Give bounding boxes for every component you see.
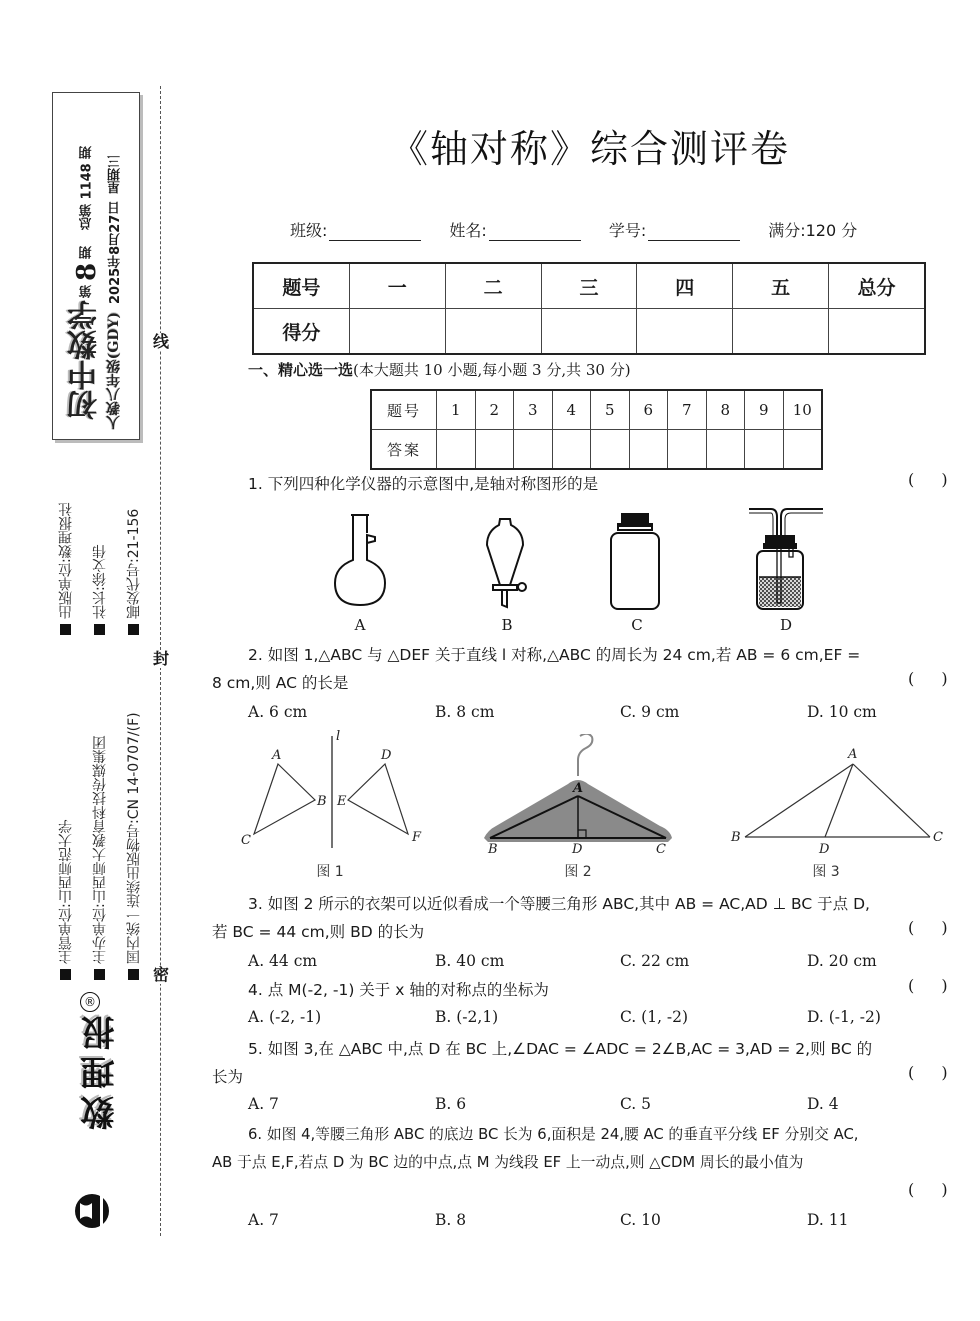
option-c[interactable]: C. 10 <box>620 1211 661 1229</box>
point-c: C <box>241 833 251 848</box>
bullet-square-icon <box>61 969 72 980</box>
point-c: C <box>656 842 666 857</box>
question-2-line-2: 8 cm,则 AC 的长是 <box>212 674 349 692</box>
answer-paren[interactable]: ( ) <box>908 1180 948 1199</box>
score-cell[interactable] <box>445 309 541 355</box>
score-header-cell: 四 <box>637 263 733 309</box>
registered-mark: ® <box>80 992 100 1012</box>
issue-suffix: 期 <box>79 245 95 259</box>
score-header-cell: 三 <box>541 263 637 309</box>
answer-row-label: 答案 <box>371 430 437 470</box>
score-header-cell: 二 <box>445 263 541 309</box>
issue-prefix: 第 <box>79 285 95 298</box>
funnel-b-icon <box>487 519 526 607</box>
score-cell[interactable] <box>541 309 637 355</box>
answer-paren[interactable]: ( ) <box>908 669 948 688</box>
bullet-square-icon <box>95 969 106 980</box>
answer-paren[interactable]: ( ) <box>908 976 948 995</box>
answer-table <box>370 389 823 470</box>
option-d-label: D <box>779 616 793 634</box>
score-header-cell: 题号 <box>253 263 349 309</box>
total-issue: 总第 1148 期 <box>79 145 95 230</box>
issue-date: 2025年8月27日 <box>108 201 123 304</box>
question-number-cell: 6 <box>629 390 668 430</box>
class-field[interactable] <box>290 218 421 241</box>
figure-1 <box>230 728 450 858</box>
publisher-info-postal <box>124 455 144 635</box>
score-cell[interactable] <box>733 309 829 355</box>
bullet-square-icon <box>129 624 140 635</box>
option-c[interactable]: C. 9 cm <box>620 703 680 721</box>
score-table-score-row <box>253 309 925 355</box>
score-cell[interactable] <box>637 309 733 355</box>
issue-number: 8 <box>72 262 102 281</box>
answer-cell[interactable] <box>514 430 553 470</box>
option-b[interactable]: B. (-2,1) <box>435 1008 499 1026</box>
option-c[interactable]: C. 5 <box>620 1095 652 1113</box>
answer-cell[interactable] <box>475 430 514 470</box>
score-cell[interactable] <box>349 309 445 355</box>
score-header-cell: 五 <box>733 263 829 309</box>
flask-a-icon <box>335 515 385 605</box>
publisher-info-text: 出版单位:数理报社 <box>58 502 74 619</box>
publisher-info-text: 邮发代号:21-156 <box>126 508 142 619</box>
answer-paren[interactable]: ( ) <box>908 1063 948 1082</box>
option-d[interactable]: D. 20 cm <box>807 952 877 970</box>
option-b-label: B <box>501 616 513 634</box>
bullet-square-icon <box>129 969 140 980</box>
question-number-cell: 4 <box>552 390 591 430</box>
option-d[interactable]: D. 11 <box>807 1211 849 1229</box>
point-e: E <box>337 794 347 809</box>
option-c[interactable]: C. 22 cm <box>620 952 690 970</box>
cut-label-seal: 封 <box>152 649 169 668</box>
class-label: 班级: <box>290 221 328 240</box>
score-table <box>252 262 926 355</box>
question-3-line-2: 若 BC = 44 cm,则 BD 的长为 <box>212 923 425 941</box>
score-table-header-row <box>253 263 925 309</box>
option-a[interactable]: A. 6 cm <box>248 703 308 721</box>
point-b: B <box>731 830 741 845</box>
question-6-line-2: AB 于点 E,F,若点 D 为 BC 边的中点,点 M 为线段 EF 上一动点,则 △CDM 周长的最小值为 <box>212 1154 804 1171</box>
score-header-cell: 总分 <box>829 263 925 309</box>
figure-2-caption: 图 2 <box>564 864 592 880</box>
point-a: A <box>848 747 858 762</box>
answer-cell[interactable] <box>706 430 745 470</box>
lab-apparatus-figures <box>325 505 845 615</box>
question-number-cell: 1 <box>437 390 476 430</box>
option-a[interactable]: A. 44 cm <box>248 952 318 970</box>
exam-title: 《轴对称》综合测评卷 <box>389 127 790 171</box>
option-a[interactable]: A. 7 <box>248 1095 279 1113</box>
option-c-label: C <box>631 616 643 634</box>
question-number-cell: 3 <box>514 390 553 430</box>
question-5-line-2: 长为 <box>212 1068 244 1086</box>
question-6-line-1: 6. 如图 4,等腰三角形 ABC 的底边 BC 长为 6,面积是 24,腰 AC 的垂直平分线 EF 分别交 AC, <box>248 1126 859 1143</box>
answer-cell[interactable] <box>591 430 630 470</box>
publisher-info-text: 国内统一连续出版物号:CN 14-0707/(F) <box>126 712 142 964</box>
full-score-text: 满分:120 分 <box>768 221 858 240</box>
publisher-info-supervisor <box>56 745 76 980</box>
publisher-info-sponsor <box>90 660 110 980</box>
student-id-label: 学号: <box>608 221 647 240</box>
option-d[interactable]: D. 10 cm <box>807 703 877 721</box>
answer-cell[interactable] <box>552 430 591 470</box>
publisher-info-text: 社长:徐文伟 <box>92 544 108 619</box>
full-score <box>768 218 857 241</box>
answer-table-answer-row <box>371 430 822 470</box>
figure-3-caption: 图 3 <box>812 864 840 880</box>
answer-header-label: 题号 <box>371 390 437 430</box>
answer-cell[interactable] <box>437 430 476 470</box>
question-2-line-1: 2. 如图 1,△ABC 与 △DEF 关于直线 l 对称,△ABC 的周长为 24 cm,若 AB = 6 cm,EF = <box>248 646 861 664</box>
publisher-info-text: 主办单位:山西师大教育科技传媒集团 <box>92 735 108 964</box>
section-1-note: (本大题共 10 小题,每小题 3 分,共 30 分) <box>353 361 631 379</box>
option-d[interactable]: D. 4 <box>807 1095 839 1113</box>
cut-label-line: 线 <box>152 332 169 351</box>
publisher-info-text: 主管单位:山西师范大学 <box>58 819 74 964</box>
answer-paren[interactable]: ( ) <box>908 918 948 937</box>
point-d: D <box>381 748 392 763</box>
masthead-date-line <box>106 98 125 304</box>
cut-label-secret: 密 <box>152 965 169 984</box>
triangle-abc <box>254 764 315 834</box>
publisher-logo <box>56 990 126 1230</box>
question-3-line-1: 3. 如图 2 所示的衣架可以近似看成一个等腰三角形 ABC,其中 AB = AC,AD ⊥ BC 于点 D, <box>248 895 870 913</box>
masthead-edition: 人教八年级(GDY) <box>106 312 122 430</box>
option-a[interactable]: A. 7 <box>248 1211 279 1229</box>
name-label: 姓名: <box>449 221 487 240</box>
masthead-issue-line <box>72 98 102 298</box>
score-row-label: 得分 <box>253 309 349 355</box>
option-b[interactable]: B. 8 cm <box>435 703 495 721</box>
issue-weekday: 星期三 <box>108 154 123 194</box>
point-a: A <box>272 748 282 763</box>
name-blank[interactable] <box>489 224 581 241</box>
point-b: B <box>317 794 327 809</box>
answer-cell[interactable] <box>629 430 668 470</box>
bottle-c-icon <box>611 513 659 609</box>
answer-cell[interactable] <box>668 430 707 470</box>
option-c[interactable]: C. (1, -2) <box>620 1008 689 1026</box>
question-1-text: 1. 下列四种化学仪器的示意图中,是轴对称图形的是 <box>248 475 599 493</box>
point-a: A <box>573 781 584 796</box>
option-b[interactable]: B. 40 cm <box>435 952 505 970</box>
point-d: D <box>819 842 830 857</box>
wash-bottle-d-icon <box>749 509 823 609</box>
point-d: D <box>572 842 583 857</box>
question-number-cell: 9 <box>745 390 784 430</box>
figure-3 <box>725 742 955 857</box>
class-blank[interactable] <box>329 224 421 241</box>
answer-cell[interactable] <box>745 430 784 470</box>
point-b: B <box>488 842 498 857</box>
option-b[interactable]: B. 6 <box>435 1095 467 1113</box>
hanger-hook-icon <box>578 734 592 776</box>
bullet-square-icon <box>61 624 72 635</box>
student-id-field[interactable] <box>609 218 740 241</box>
bullet-square-icon <box>95 624 106 635</box>
answer-cell[interactable] <box>783 430 822 470</box>
answer-paren[interactable]: ( ) <box>908 470 948 489</box>
score-cell[interactable] <box>829 309 925 355</box>
option-d[interactable]: D. (-1, -2) <box>807 1008 881 1026</box>
question-number-cell: 2 <box>475 390 514 430</box>
answer-table-number-row <box>371 390 822 430</box>
question-5-line-1: 5. 如图 3,在 △ABC 中,点 D 在 BC 上,∠DAC = ∠ADC = 2∠B,AC = 3,AD = 2,则 BC 的 <box>248 1040 873 1058</box>
option-a-label: A <box>354 616 366 634</box>
masthead-title: 初中数学 <box>68 300 103 420</box>
question-number-cell: 8 <box>706 390 745 430</box>
publisher-info-publisher <box>56 455 76 635</box>
student-id-blank[interactable] <box>648 224 740 241</box>
figure-1-caption: 图 1 <box>316 864 344 880</box>
question-number-cell: 10 <box>783 390 822 430</box>
section-1-heading <box>248 359 631 380</box>
point-f: F <box>412 830 422 845</box>
point-c: C <box>933 830 943 845</box>
publisher-info-cn <box>124 655 144 980</box>
question-number-cell: 5 <box>591 390 630 430</box>
name-field[interactable] <box>449 218 580 241</box>
question-number-cell: 7 <box>668 390 707 430</box>
section-1-title: 一、精心选一选 <box>248 361 354 379</box>
figure-2 <box>478 734 678 858</box>
label-l: l <box>336 729 341 744</box>
logo-text: 数理报 <box>81 1010 121 1130</box>
student-info-fields <box>290 218 885 241</box>
score-header-cell: 一 <box>349 263 445 309</box>
option-a[interactable]: A. (-2, -1) <box>248 1008 322 1026</box>
triangle-def <box>348 764 408 834</box>
publisher-info-president <box>90 455 110 635</box>
question-4-text: 4. 点 M(-2, -1) 关于 x 轴的对称点的坐标为 <box>248 981 549 999</box>
option-b[interactable]: B. 8 <box>435 1211 467 1229</box>
